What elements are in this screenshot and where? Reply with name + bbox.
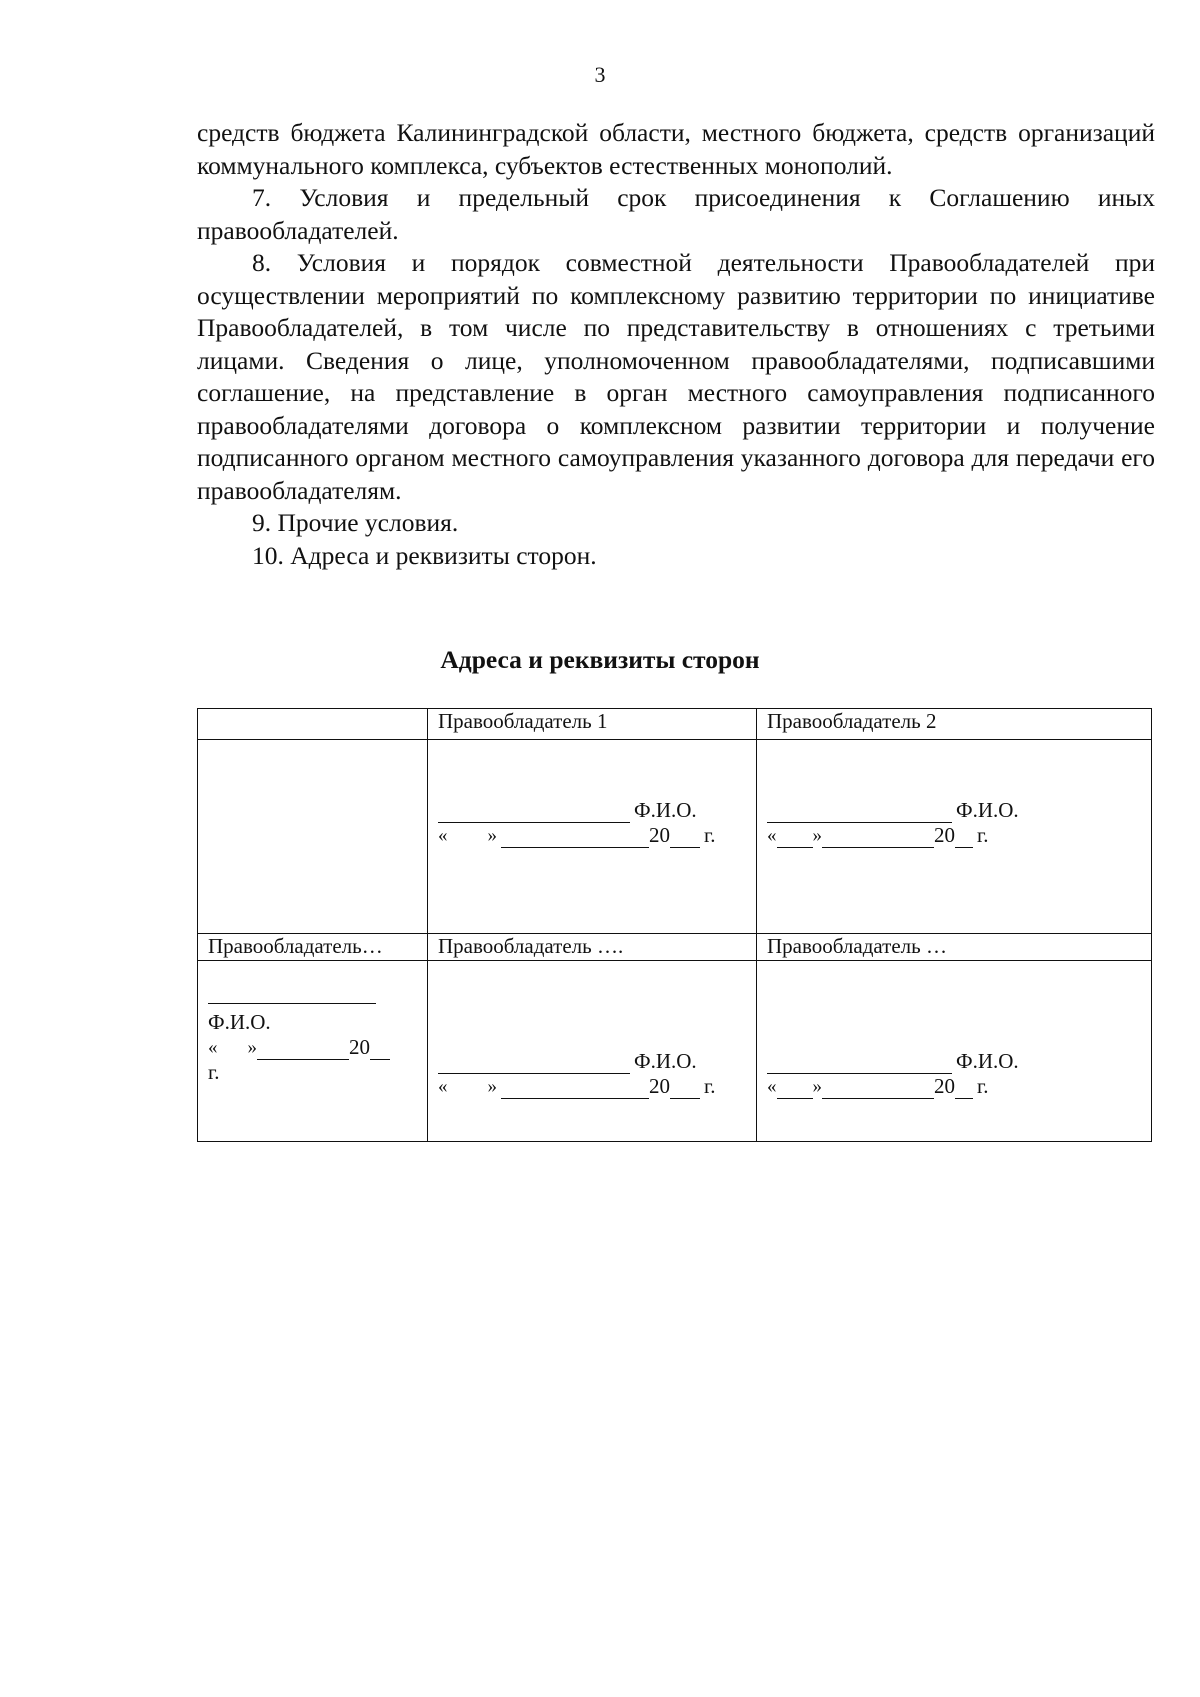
date-line [767, 1074, 1141, 1099]
quote-close: » [247, 1037, 257, 1058]
quote-close: » [487, 1076, 497, 1097]
signature-cell-rightholder-2 [757, 740, 1152, 934]
paragraph-10: 10. Адреса и реквизиты сторон. [252, 540, 597, 570]
date-line [767, 823, 1141, 848]
fio-label: Ф.И.О. [956, 798, 1019, 822]
signature-line [767, 798, 1141, 823]
cell-rightholder-n: Правообладатель …. [428, 934, 757, 961]
quote-open: « [438, 825, 448, 846]
month-blank [257, 1039, 349, 1060]
fio-label: Ф.И.О. [956, 1049, 1019, 1073]
year-suffix: г. [977, 823, 989, 847]
table-row [198, 934, 1152, 961]
requisites-table [197, 708, 1152, 1142]
body-text [197, 117, 1155, 572]
year-prefix: 20 [349, 1035, 370, 1059]
header-cell-rightholder-1: Правообладатель 1 [428, 709, 757, 740]
table-header-row [198, 709, 1152, 740]
paragraph-8: 8. Условия и порядок совместной деятельности Правообладателей при осуществлении мероприятий по комплексному развитию территории по инициативе Правообладателей, в том числе по представительству в отношениях с третьими лицами. Сведения о лице, уполномоченном правообладателями, подписавшими соглашение, на представление в орган местного самоуправления подписанного правообладателями договора о комплексном развитии территории и получение подписанного органом местного самоуправления указанного договора для передачи его правообладателям. [197, 248, 1155, 505]
signature-blank [208, 983, 376, 1004]
page-number: 3 [594, 62, 606, 87]
year-suffix: г. [704, 1074, 716, 1098]
year-suffix: г. [208, 1060, 220, 1084]
signature-cell-rightholder-n [198, 961, 428, 1142]
header-cell-empty [198, 709, 428, 740]
date-line [438, 823, 746, 848]
signature-line [208, 983, 417, 1010]
section-title: Адреса и реквизиты сторон [440, 645, 760, 674]
empty-cell [198, 740, 428, 934]
year-prefix: 20 [934, 1074, 955, 1098]
signature-blank [438, 1053, 630, 1074]
date-line [438, 1074, 746, 1099]
signature-cell-rightholder-n [428, 961, 757, 1142]
signature-blank [767, 802, 952, 823]
year-prefix: 20 [934, 823, 955, 847]
table-row [198, 961, 1152, 1142]
quote-open: « [767, 825, 777, 846]
year-prefix: 20 [649, 823, 670, 847]
paragraph-7: 7. Условия и предельный срок присоединения к Соглашению иных правообладателей. [197, 183, 1155, 245]
quote-open: « [438, 1076, 448, 1097]
signature-line [438, 1049, 746, 1074]
day-blank [777, 829, 813, 848]
header-cell-rightholder-2: Правообладатель 2 [757, 709, 1152, 740]
quote-close: » [812, 1076, 822, 1097]
year-prefix: 20 [649, 1074, 670, 1098]
year-blank [955, 827, 973, 848]
month-blank [501, 827, 649, 848]
signature-line [438, 798, 746, 823]
day-blank [777, 1080, 813, 1099]
cell-rightholder-n: Правообладатель … [757, 934, 1152, 961]
month-blank [822, 1078, 934, 1099]
signature-cell-rightholder-1 [428, 740, 757, 934]
fio-label: Ф.И.О. [634, 798, 697, 822]
year-blank [670, 827, 700, 848]
month-blank [822, 827, 934, 848]
table-row [198, 740, 1152, 934]
year-suffix: г. [704, 823, 716, 847]
signature-line [767, 1049, 1141, 1074]
cell-rightholder-n: Правообладатель… [198, 934, 428, 961]
quote-open: « [208, 1037, 218, 1058]
year-blank [670, 1078, 700, 1099]
year-blank [955, 1078, 973, 1099]
signature-cell-rightholder-n [757, 961, 1152, 1142]
quote-close: » [812, 825, 822, 846]
signature-blank [438, 802, 630, 823]
year-blank [370, 1039, 390, 1060]
paragraph-9: 9. Прочие условия. [252, 508, 459, 537]
date-line [208, 1035, 417, 1060]
quote-open: « [767, 1076, 777, 1097]
signature-blank [767, 1053, 952, 1074]
paragraph-continuation: средств бюджета Калининградской области, местного бюджета, средств организаций коммунального комплекса, субъектов естественных монополий. [197, 118, 1155, 180]
quote-close: » [487, 825, 497, 846]
fio-label: Ф.И.О. [634, 1049, 697, 1073]
month-blank [501, 1078, 649, 1099]
fio-label: Ф.И.О. [208, 1010, 271, 1034]
year-suffix: г. [977, 1074, 989, 1098]
